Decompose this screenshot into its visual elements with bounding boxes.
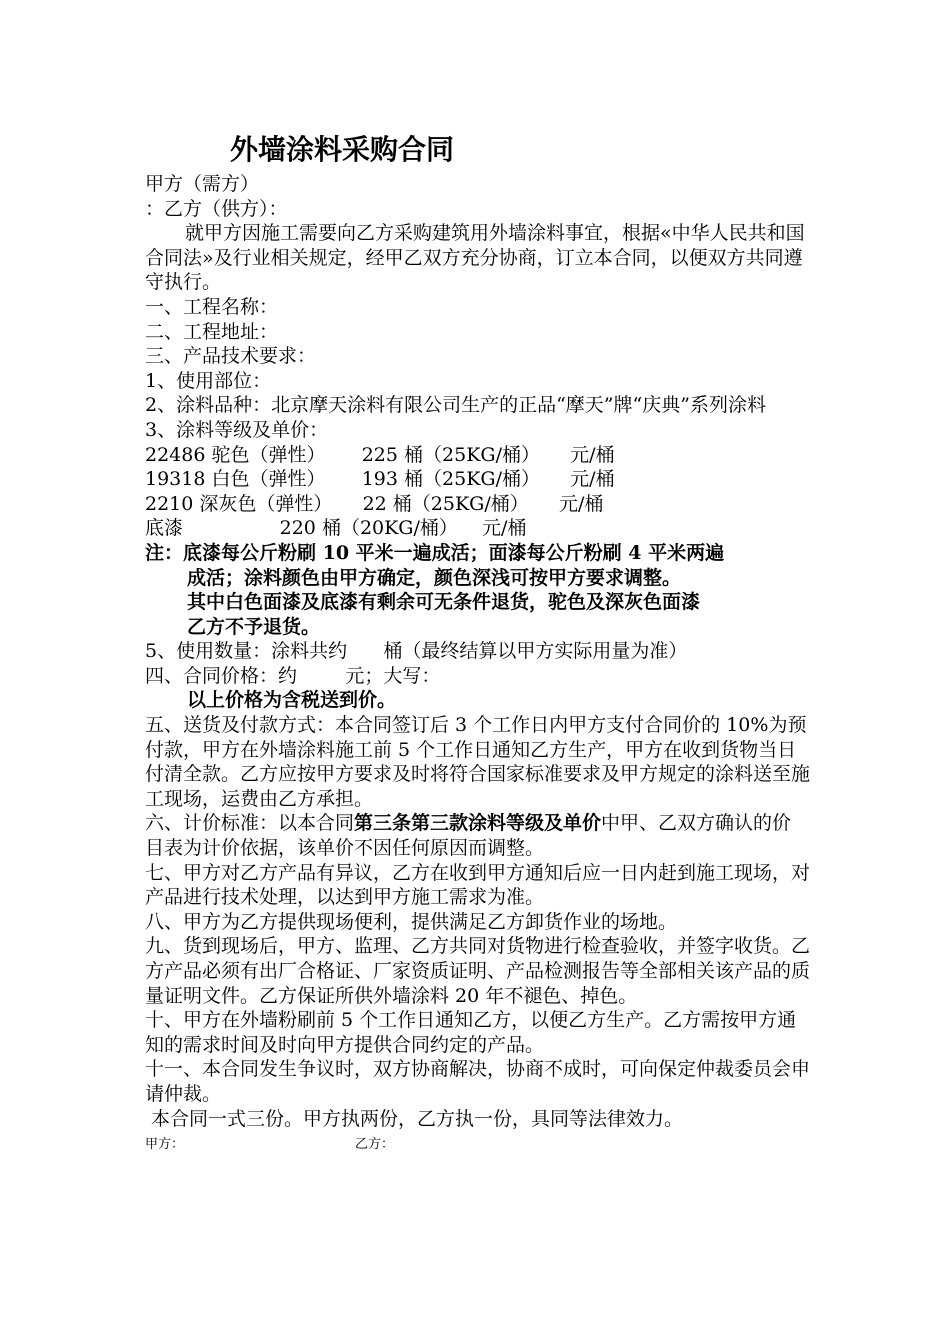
section-4-contract-price: 四、合同价格：约 元；大写： <box>145 664 441 687</box>
party-b-line: ：乙方（供方）： <box>145 197 288 220</box>
product-row: 19318 白色（弹性） 193 桶（25KG/桶） 元/桶 <box>145 468 615 491</box>
party-a-line: 甲方（需方） <box>145 173 260 195</box>
section-11-dispute: 十一、本合同发生争议时，双方协商解决，协商不成时，可向保定仲裁委员会申请仲裁。 <box>145 1058 811 1105</box>
closing-statement: 本合同一式三份。甲方执两份，乙方执一份，具同等法律效力。 <box>145 1107 684 1130</box>
note-line: 底漆每公斤粉刷 10 平米一遍成活；面漆每公斤粉刷 4 平米两遍 <box>183 541 725 564</box>
section-7-objection: 七、甲方对乙方产品有异议，乙方在收到甲方通知后应一日内赶到施工现场，对产品进行技术处理，以达到甲方施工需求为准。 <box>145 861 811 909</box>
section-6-text: 六、计价标准：以本合同 <box>145 812 355 835</box>
section-3-tech-requirements: 三、产品技术要求： <box>145 345 317 368</box>
section-9-acceptance: 九、货到现场后，甲方、监理、乙方共同对货物进行检查验收，并签字收货。乙方产品必须有出厂合格证、厂家资质证明、产品检测报告等全部相关该产品的质量证明文件。乙方保证所供外墙涂料 20 年不褪色、掉色。 <box>145 935 811 1007</box>
section-3-grade-price: 3、涂料等级及单价： <box>145 418 329 441</box>
signature-row <box>145 1135 810 1155</box>
document-title: 外墙涂料采购合同 <box>230 133 455 166</box>
product-row: 2210 深灰色（弹性） 22 桶（25KG/桶） 元/桶 <box>145 492 604 515</box>
section-1-project-name: 一、工程名称： <box>145 295 279 318</box>
section-3-paint-variety: 2、涂料品种：北京摩天涂料有限公司生产的正品“摩天”牌“庆典”系列涂料 <box>145 394 766 417</box>
note-line: 乙方不予退货。 <box>187 615 321 638</box>
note-label: 注： <box>145 541 184 564</box>
section-6-bold-reference: 第三条第三款涂料等级及单价 <box>354 812 602 835</box>
section-5-delivery-payment: 五、送货及付款方式：本合同签订后 3 个工作日内甲方支付合同价的 10%为预付款，甲方在外墙涂料施工前 5 个工作日通知乙方生产，甲方在收到货物当日付清全款。乙方应按甲方要求及时将符合国家标准要求及甲方规定的涂料送至施工现场，运费由乙方承担。 <box>145 714 811 810</box>
note-line: 其中白色面漆及底漆有剩余可无条件退货，驼色及深灰色面漆 <box>187 591 701 614</box>
price-note: 以上价格为含税送到价。 <box>187 689 397 712</box>
section-6-text: 中甲、乙双方确认的价目表为计价依据，该单价不因任何原因而调整。 <box>145 812 792 860</box>
product-row: 底漆 220 桶（20KG/桶） 元/桶 <box>145 517 527 540</box>
section-2-project-address: 二、工程地址： <box>145 320 279 343</box>
section-10-notice: 十、甲方在外墙粉刷前 5 个工作日通知乙方，以便乙方生产。乙方需按甲方通知的需求时间及时向甲方提供合同约定的产品。 <box>145 1009 797 1056</box>
section-3-usage-location: 1、使用部位： <box>145 369 272 392</box>
party-b-signature-label: 乙方： <box>355 1137 395 1153</box>
contract-document <box>145 130 810 1155</box>
note-block <box>145 541 810 639</box>
section-8-site-convenience: 八、甲方为乙方提供现场便利，提供满足乙方卸货作业的场地。 <box>145 910 678 933</box>
section-6-pricing-standard <box>145 811 810 860</box>
usage-quantity: 5、使用数量：涂料共约 桶（最终结算以甲方实际用量为准） <box>145 640 688 663</box>
party-a-signature-label: 甲方： <box>145 1137 185 1153</box>
product-row: 22486 驼色（弹性） 225 桶（25KG/桶） 元/桶 <box>145 443 615 466</box>
intro-paragraph: 就甲方因施工需要向乙方采购建筑用外墙涂料事宜，根据«中华人民共和国合同法»及行业相关规定，经甲乙双方充分协商，订立本合同，以便双方共同遵守执行。 <box>145 222 805 294</box>
note-line: 成活；涂料颜色由甲方确定，颜色深浅可按甲方要求调整。 <box>187 566 682 589</box>
